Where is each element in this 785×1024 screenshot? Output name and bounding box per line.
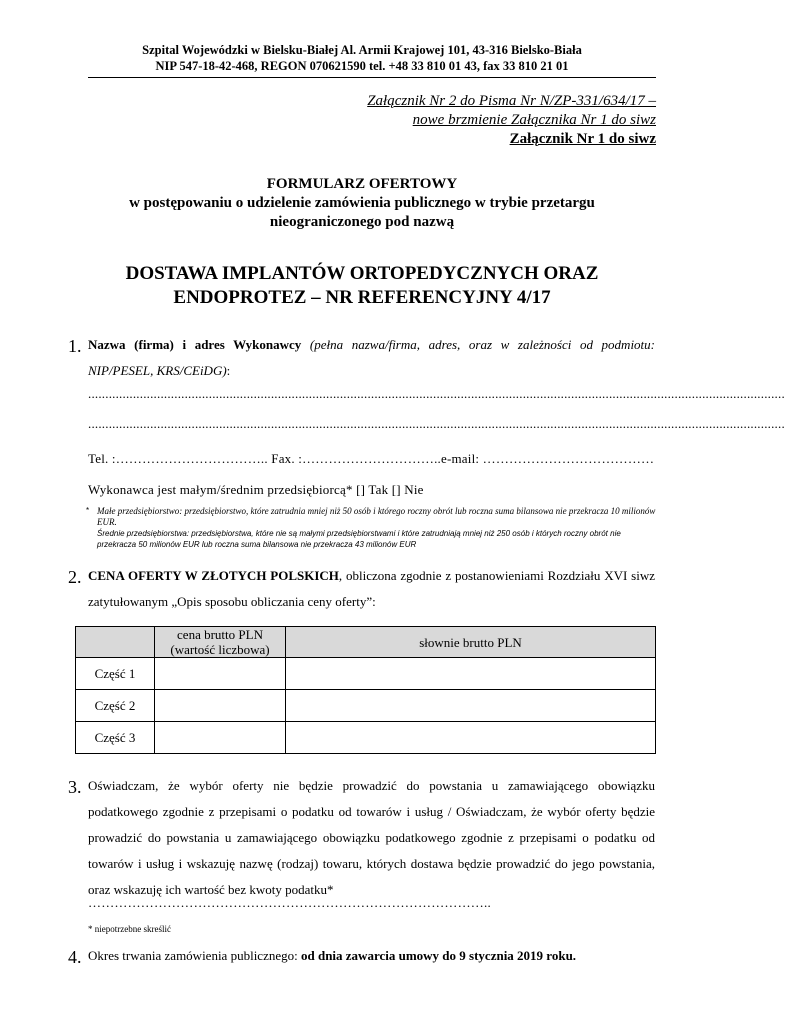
strike-note: * niepotrzebne skreślić — [88, 924, 171, 934]
table-row — [76, 722, 656, 754]
header-price-numeric: cena brutto PLN (wartość liczbowa) — [155, 627, 286, 658]
price-table — [75, 626, 656, 754]
price-table-header — [76, 627, 656, 658]
price-label: CENA OFERTY W ZŁOTYCH POLSKICH — [88, 568, 339, 583]
section-2-label — [88, 563, 655, 615]
section-1-label — [88, 332, 655, 384]
form-title: FORMULARZ OFERTOWY — [266, 176, 458, 192]
duration-label: Okres trwania zamówienia publicznego: — [88, 948, 301, 963]
price-words-cell[interactable] — [286, 658, 656, 690]
header-divider — [88, 77, 656, 78]
contractor-colon: : — [226, 363, 231, 378]
section-2-number: 2. — [68, 567, 82, 587]
header-price-words: słownie brutto PLN — [286, 627, 656, 658]
price-numeric-cell[interactable] — [155, 690, 286, 722]
price-numeric-cell[interactable] — [155, 658, 286, 690]
section-3-number: 3. — [68, 777, 82, 797]
section-4-number: 4. — [68, 947, 82, 967]
tax-goods-field[interactable]: ……………………………………………………………………………….. — [88, 895, 491, 910]
contractor-name-field[interactable]: .......................................................................................................................................................................................................... — [88, 386, 785, 401]
price-words-cell[interactable] — [286, 722, 656, 754]
sme-footnote — [88, 506, 658, 550]
annex-line-1: Załącznik Nr 2 do Pisma Nr N/ZP-331/634/17 – — [367, 93, 656, 109]
contact-fields[interactable]: Tel. :…………………………….. Fax. :…………………………..e-mail: ………………………………… — [88, 451, 655, 466]
subject-title-1: DOSTAWA IMPLANTÓW ORTOPEDYCZNYCH ORAZ — [125, 263, 599, 284]
tax-declaration: Oświadczam, że wybór oferty nie będzie prowadzić do powstania u zamawiającego obowiązku podatkowego zgodnie z przepisami o podatku od towarów i usług / Oświadczam, że wybór oferty będzie prowadzić do powstania u zamawiającego obowiązku podatkowego zgodnie z przepisami o podatku od towarów i usług i wskazuję nazwę (rodzaj) towaru, których dostawa będzie prowadzić do jego powstania, oraz wskazuję ich wartość bez kwoty podatku* — [88, 778, 655, 897]
sme-question[interactable]: Wykonawca jest małym/średnim przedsiębiorcą* [] Tak [] Nie — [88, 482, 424, 497]
footnote-medium-enterprise: Średnie przedsiębiorstwa: przedsiębiorstwa, które nie są małymi przedsiębiorstwami i które zatrudniają mniej niż 250 osób i których roczny obrót nie przekracza 50 milionów EUR lub roczna suma bilansowa nie przekracza 43 milionów EUR — [97, 529, 621, 549]
annex-line-3: Załącznik Nr 1 do siwz — [509, 131, 656, 147]
footnote-star: * — [86, 506, 90, 515]
subject-title-2: ENDOPROTEZ – NR REFERENCYJNY 4/17 — [173, 287, 551, 308]
hospital-tax-ids: NIP 547-18-42-468, REGON 070621590 tel. +48 33 810 01 43, fax 33 810 21 01 — [155, 59, 569, 73]
row-label: Część 1 — [76, 658, 155, 690]
price-words-cell[interactable] — [286, 690, 656, 722]
price-description: , obliczona zgodnie z postanowieniami Rozdziału XVI siwz zatytułowanym „Opis sposobu obliczania ceny oferty”: — [88, 568, 655, 609]
row-label: Część 2 — [76, 690, 155, 722]
contractor-label: Nazwa (firma) i adres Wykonawcy — [88, 337, 302, 352]
annex-line-2: nowe brzmienie Załącznika Nr 1 do siwz — [412, 112, 656, 128]
annex-reference — [367, 92, 656, 149]
section-1-number: 1. — [68, 336, 82, 356]
table-row — [76, 658, 656, 690]
contract-duration — [88, 943, 655, 969]
price-numeric-cell[interactable] — [155, 722, 286, 754]
form-subtitle-1: w postępowaniu o udzielenie zamówienia publicznego w trybie przetargu — [129, 195, 595, 211]
duration-value: od dnia zawarcia umowy do 9 stycznia 2019 roku. — [300, 948, 577, 963]
contractor-hint: (pełna nazwa/firma, adres, oraz w zależności od podmiotu: NIP/PESEL, KRS/CEiDG) — [88, 337, 655, 378]
contractor-address-field[interactable]: .......................................................................................................................................................................................................... — [88, 416, 785, 431]
footnote-small-enterprise: Małe przedsiębiorstwo: przedsiębiorstwo, które zatrudnia mniej niż 50 osób i którego roczny obrót lub roczna suma bilansowa nie przekracza 10 milionów EUR. — [97, 506, 656, 527]
header-empty-cell — [76, 627, 155, 658]
form-subtitle-2: nieograniczonego pod nazwą — [269, 214, 455, 230]
row-label: Część 3 — [76, 722, 155, 754]
hospital-address: Szpital Wojewódzki w Bielsku-Białej Al. Armii Krajowej 101, 43-316 Bielsko-Biała — [142, 43, 582, 57]
table-row — [76, 690, 656, 722]
